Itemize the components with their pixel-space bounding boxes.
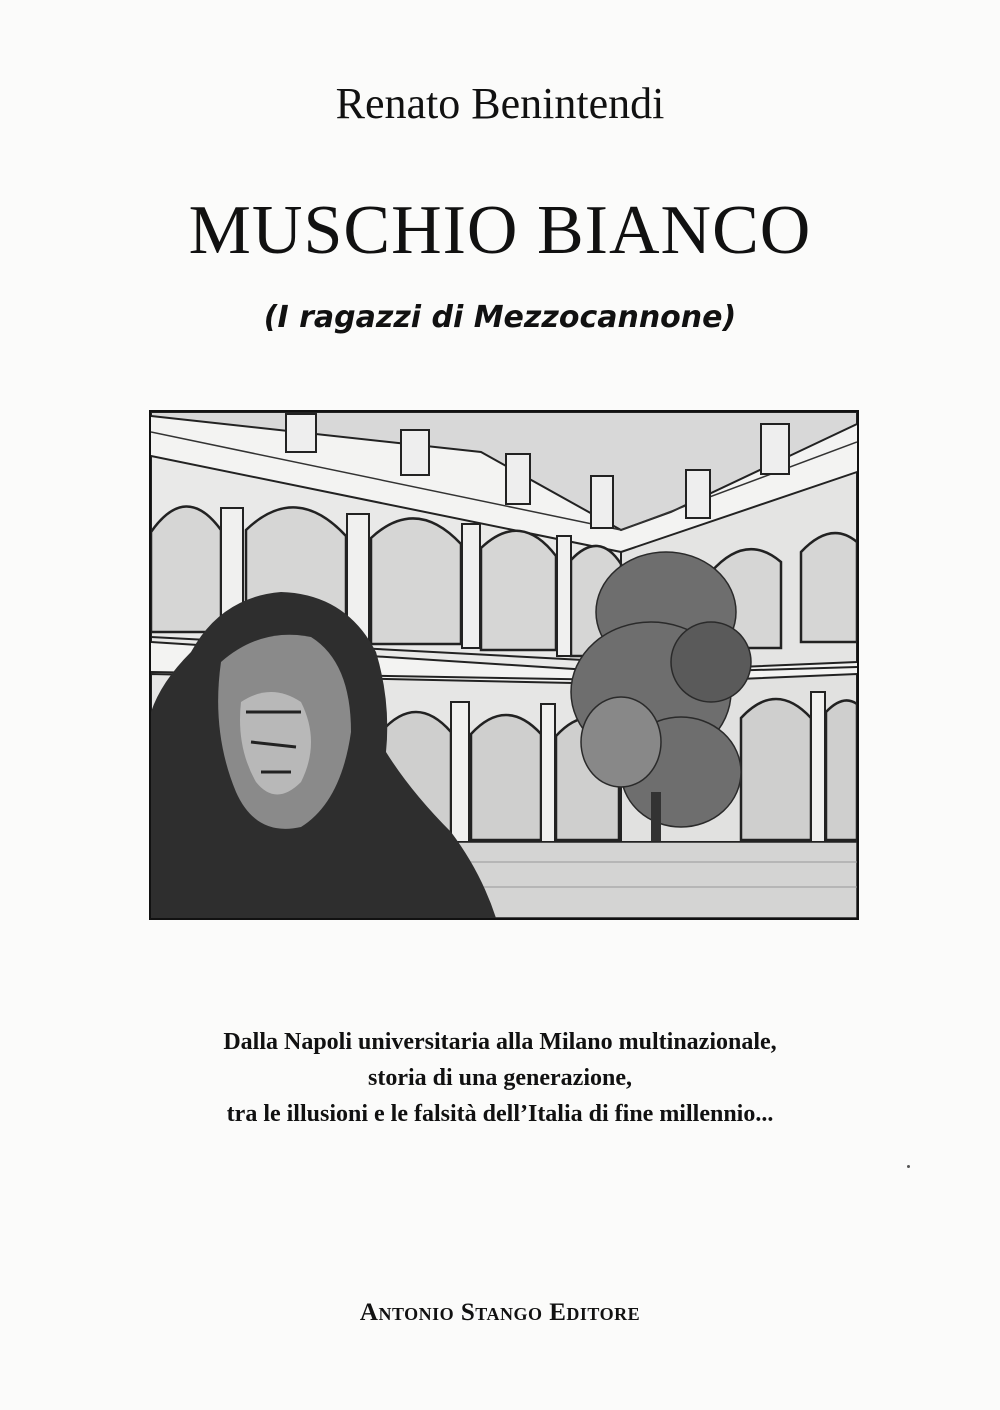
- blurb-line: Dalla Napoli universitaria alla Milano multinazionale,: [223, 1029, 777, 1055]
- blurb-line: storia di una generazione,: [368, 1065, 632, 1091]
- book-title: MUSCHIO BIANCO: [188, 192, 812, 269]
- cover-blurb: [0, 1024, 1000, 1132]
- cover-illustration: [149, 410, 859, 920]
- book-subtitle: (I ragazzi di Mezzocannone): [263, 300, 737, 335]
- print-speck: [907, 1165, 910, 1168]
- publisher-name: Antonio Stango Editore: [359, 1299, 641, 1326]
- blurb-line: tra le illusioni e le falsità dell’Italia di fine millennio...: [226, 1101, 774, 1127]
- author-name: Renato Benintendi: [335, 79, 665, 128]
